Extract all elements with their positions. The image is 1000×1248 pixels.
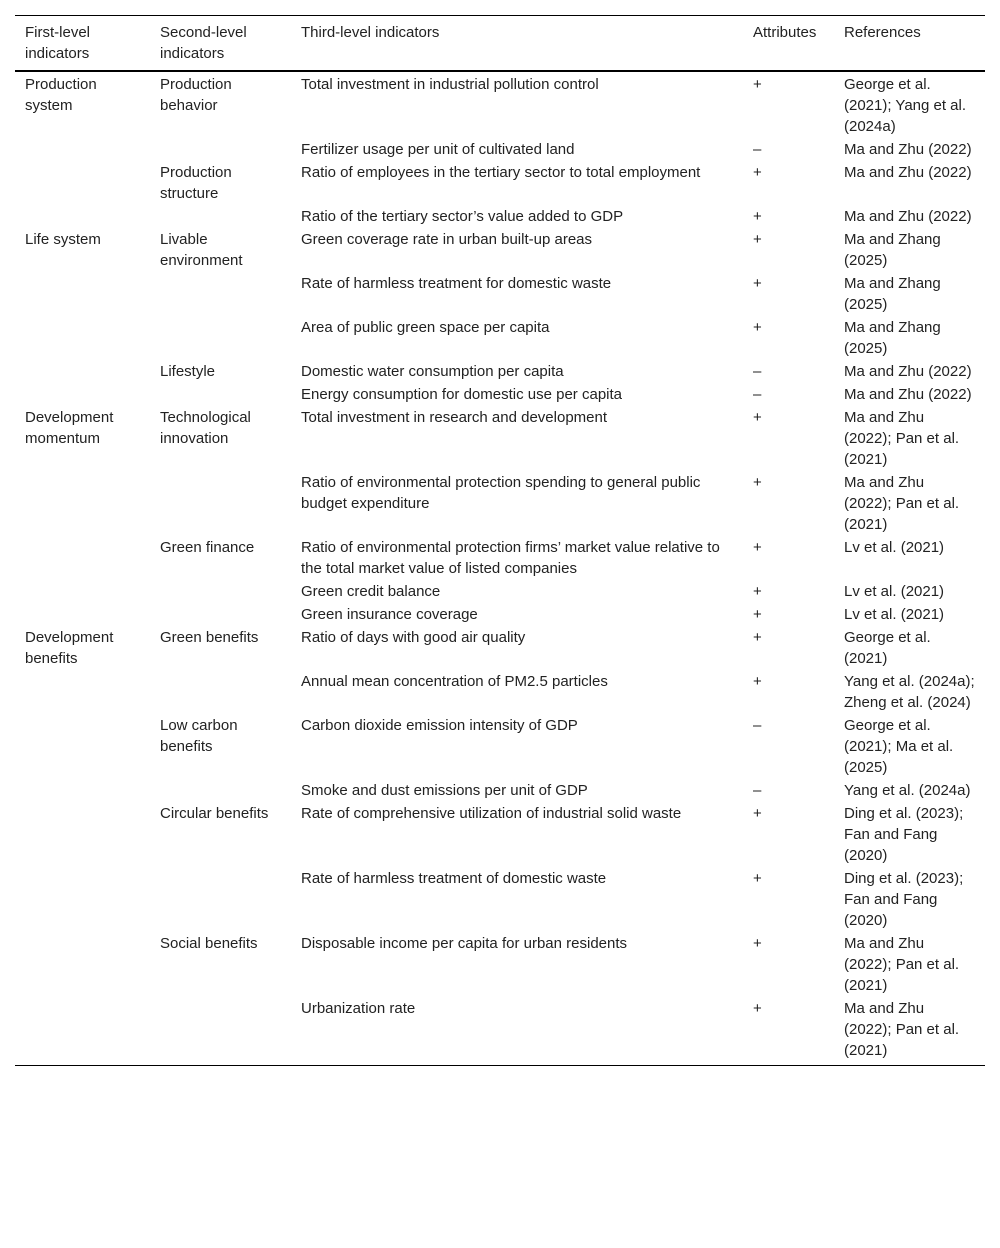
second-level-cell: Production structure (160, 164, 232, 202)
table-row (15, 71, 985, 138)
references-cell: Ding et al. (2023); Fan and Fang (2020) (844, 805, 964, 864)
second-level-cell: Livable environment (160, 231, 243, 269)
first-level-cell (15, 316, 150, 360)
attribute-cell: – (753, 717, 762, 734)
third-level-cell: Rate of harmless treatment for domestic waste (301, 275, 612, 292)
table-row (15, 161, 985, 205)
third-level-cell: Green insurance coverage (301, 606, 478, 623)
table-row (15, 670, 985, 714)
first-level-cell (15, 272, 150, 316)
second-level-cell: Low carbon benefits (160, 717, 238, 755)
references-cell: Ma and Zhu (2022); Pan et al. (2021) (844, 1000, 960, 1059)
second-level-cell (150, 383, 291, 406)
third-level-cell: Carbon dioxide emission intensity of GDP (301, 717, 578, 734)
attribute-cell: + (753, 673, 762, 690)
references-cell: Ma and Zhu (2022) (844, 363, 972, 380)
table-row (15, 471, 985, 536)
table-row (15, 779, 985, 802)
attribute-cell: + (753, 275, 762, 292)
references-cell: Lv et al. (2021) (844, 539, 945, 556)
second-level-cell: Circular benefits (160, 805, 269, 822)
second-level-cell (150, 670, 291, 714)
third-level-cell: Domestic water consumption per capita (301, 363, 564, 380)
third-level-cell: Green credit balance (301, 583, 441, 600)
first-level-cell: Production system (25, 76, 97, 114)
attribute-cell: + (753, 231, 762, 248)
attribute-cell: + (753, 319, 762, 336)
table-row (15, 714, 985, 779)
references-cell: Yang et al. (2024a); Zheng et al. (2024) (844, 673, 975, 711)
second-level-cell (150, 603, 291, 626)
first-level-cell (15, 536, 150, 580)
table-row (15, 997, 985, 1066)
first-level-cell (15, 997, 150, 1066)
table-row (15, 205, 985, 228)
first-level-cell (15, 714, 150, 779)
attribute-cell: + (753, 1000, 762, 1017)
second-level-cell (150, 997, 291, 1066)
references-cell: George et al. (2021); Yang et al. (2024a) (844, 76, 967, 135)
third-level-cell: Smoke and dust emissions per unit of GDP (301, 782, 588, 799)
third-level-cell: Rate of comprehensive utilization of industrial solid waste (301, 805, 682, 822)
table-row (15, 626, 985, 670)
attribute-cell: + (753, 629, 762, 646)
references-cell: Ma and Zhu (2022); Pan et al. (2021) (844, 935, 960, 994)
table-body (15, 71, 985, 1066)
header-first-level: First-level indicators (25, 24, 91, 62)
attribute-cell: + (753, 539, 762, 556)
first-level-cell (15, 383, 150, 406)
table-row (15, 316, 985, 360)
indicator-table (15, 15, 985, 1066)
attribute-cell: + (753, 164, 762, 181)
third-level-cell: Total investment in industrial pollution control (301, 76, 599, 93)
first-level-cell (15, 867, 150, 932)
third-level-cell: Urbanization rate (301, 1000, 416, 1017)
third-level-cell: Ratio of employees in the tertiary sector to total employment (301, 164, 701, 181)
second-level-cell: Lifestyle (160, 363, 216, 380)
second-level-cell (150, 779, 291, 802)
attribute-cell: + (753, 76, 762, 93)
references-cell: Ma and Zhu (2022) (844, 208, 972, 225)
attribute-cell: – (753, 386, 762, 403)
references-cell: Lv et al. (2021) (844, 583, 945, 600)
header-second-level: Second-level indicators (160, 24, 247, 62)
second-level-cell (150, 580, 291, 603)
third-level-cell: Ratio of days with good air quality (301, 629, 526, 646)
references-cell: Ma and Zhu (2022) (844, 386, 972, 403)
table-row (15, 383, 985, 406)
header-attributes: Attributes (753, 24, 817, 41)
table-row (15, 580, 985, 603)
second-level-cell: Green benefits (160, 629, 259, 646)
second-level-cell (150, 138, 291, 161)
references-cell: Ma and Zhang (2025) (844, 319, 941, 357)
references-cell: Ma and Zhang (2025) (844, 275, 941, 313)
third-level-cell: Rate of harmless treatment of domestic waste (301, 870, 607, 887)
references-cell: Ding et al. (2023); Fan and Fang (2020) (844, 870, 964, 929)
second-level-cell: Social benefits (160, 935, 258, 952)
attribute-cell: + (753, 870, 762, 887)
references-cell: Ma and Zhang (2025) (844, 231, 941, 269)
first-level-cell (15, 360, 150, 383)
attribute-cell: – (753, 363, 762, 380)
header-references: References (844, 24, 921, 41)
attribute-cell: + (753, 474, 762, 491)
references-cell: Yang et al. (2024a) (844, 782, 971, 799)
table-row (15, 932, 985, 997)
attribute-cell: + (753, 409, 762, 426)
table-row (15, 272, 985, 316)
references-cell: Ma and Zhu (2022); Pan et al. (2021) (844, 474, 960, 533)
third-level-cell: Fertilizer usage per unit of cultivated land (301, 141, 575, 158)
attribute-cell: + (753, 606, 762, 623)
attribute-cell: + (753, 935, 762, 952)
table-header (15, 16, 985, 72)
table-row (15, 603, 985, 626)
references-cell: Ma and Zhu (2022) (844, 164, 972, 181)
third-level-cell: Disposable income per capita for urban residents (301, 935, 628, 952)
second-level-cell (150, 867, 291, 932)
references-cell: Ma and Zhu (2022); Pan et al. (2021) (844, 409, 960, 468)
table-row (15, 138, 985, 161)
attribute-cell: – (753, 141, 762, 158)
second-level-cell: Green finance (160, 539, 255, 556)
third-level-cell: Energy consumption for domestic use per capita (301, 386, 622, 403)
first-level-cell (15, 932, 150, 997)
first-level-cell (15, 471, 150, 536)
attribute-cell: + (753, 805, 762, 822)
first-level-cell (15, 138, 150, 161)
attribute-cell: – (753, 782, 762, 799)
first-level-cell (15, 603, 150, 626)
first-level-cell (15, 779, 150, 802)
header-third-level: Third-level indicators (301, 24, 440, 41)
table-row (15, 228, 985, 272)
third-level-cell: Ratio of environmental protection firms’ market value relative to the total market value of listed companies (301, 539, 720, 577)
second-level-cell (150, 205, 291, 228)
references-cell: George et al. (2021); Ma et al. (2025) (844, 717, 954, 776)
first-level-cell (15, 161, 150, 205)
third-level-cell: Area of public green space per capita (301, 319, 550, 336)
third-level-cell: Annual mean concentration of PM2.5 particles (301, 673, 608, 690)
first-level-cell (15, 205, 150, 228)
first-level-cell: Life system (25, 231, 101, 248)
references-cell: Ma and Zhu (2022) (844, 141, 972, 158)
attribute-cell: + (753, 583, 762, 600)
table-row (15, 360, 985, 383)
header-row (15, 16, 985, 72)
table-row (15, 867, 985, 932)
first-level-cell (15, 580, 150, 603)
references-cell: George et al. (2021) (844, 629, 931, 667)
second-level-cell: Production behavior (160, 76, 232, 114)
second-level-cell: Technological innovation (160, 409, 251, 447)
second-level-cell (150, 316, 291, 360)
table-row (15, 802, 985, 867)
first-level-cell: Development momentum (25, 409, 114, 447)
references-cell: Lv et al. (2021) (844, 606, 945, 623)
table-row (15, 536, 985, 580)
attribute-cell: + (753, 208, 762, 225)
first-level-cell (15, 802, 150, 867)
third-level-cell: Green coverage rate in urban built-up areas (301, 231, 593, 248)
second-level-cell (150, 471, 291, 536)
third-level-cell: Total investment in research and development (301, 409, 608, 426)
third-level-cell: Ratio of the tertiary sector’s value added to GDP (301, 208, 624, 225)
third-level-cell: Ratio of environmental protection spending to general public budget expenditure (301, 474, 701, 512)
table-row (15, 406, 985, 471)
second-level-cell (150, 272, 291, 316)
first-level-cell: Development benefits (25, 629, 114, 667)
first-level-cell (15, 670, 150, 714)
